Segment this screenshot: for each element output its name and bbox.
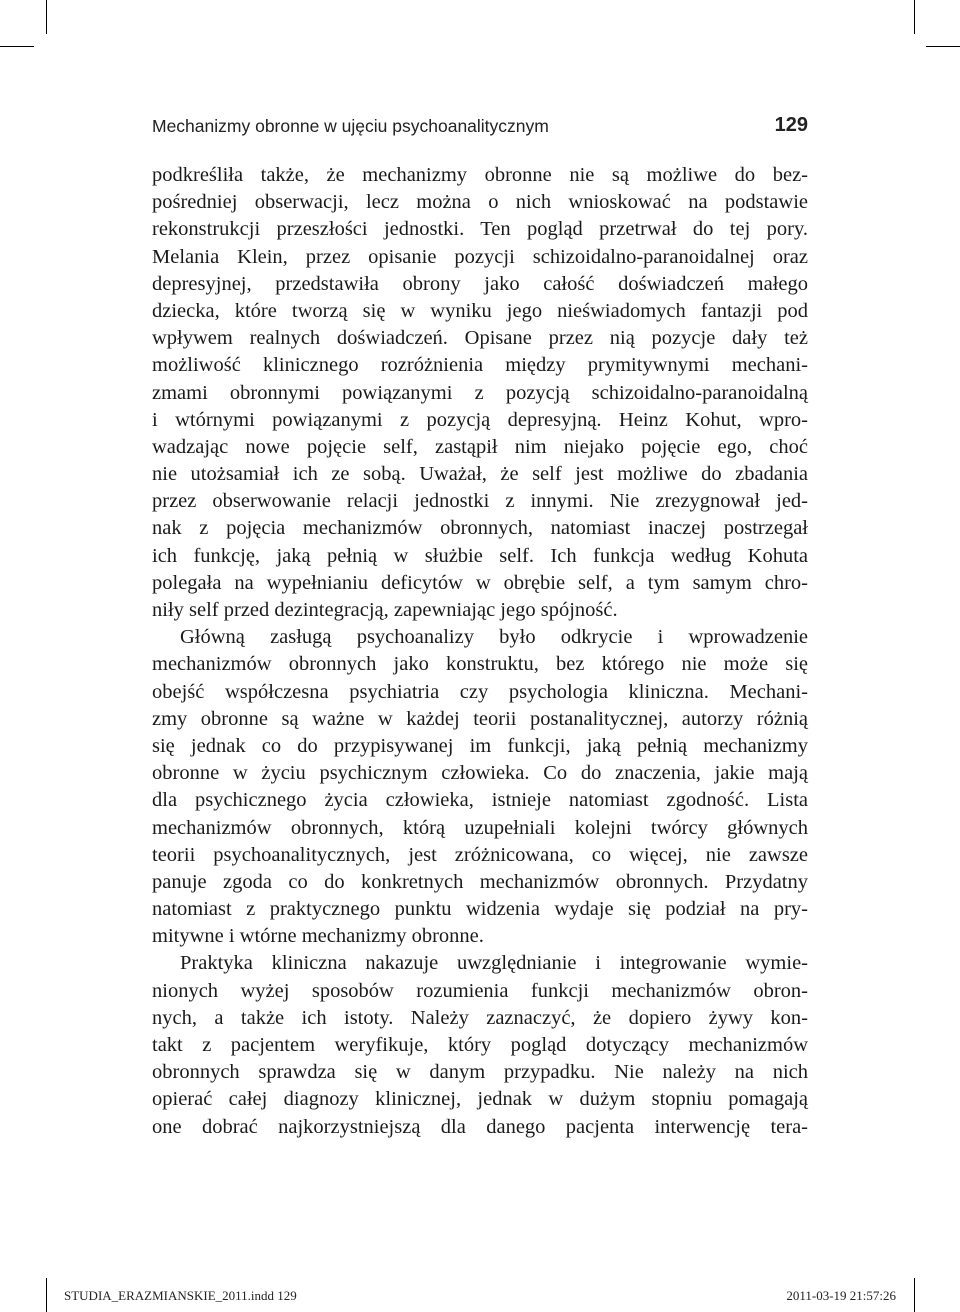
text-line-paragraph-start: Praktyka kliniczna nakazuje uwzględnianie i integrowanie wymie-	[180, 952, 808, 975]
text-line: zmy obronne są ważne w każdej teorii postanalitycznej, autorzy różnią	[152, 707, 808, 730]
text-line: depresyjnej, przedstawiła obrony jako całość doświadczeń małego	[152, 272, 808, 295]
text-line: dla psychicznego życia człowieka, istnieje natomiast zgodność. Lista	[152, 789, 808, 812]
text-line: takt z pacjentem weryfikuje, który pogląd dotyczący mechanizmów	[152, 1034, 808, 1056]
text-line: ich funkcję, jaką pełnią w służbie self. Ich funkcja według Kohuta	[152, 544, 808, 567]
text-line: możliwość klinicznego rozróżnienia między prymitywnymi mechani-	[152, 354, 808, 377]
text-line: obejść współczesna psychiatria czy psychologia kliniczna. Mechani-	[152, 680, 808, 703]
text-line: polegała na wypełnianiu deficytów w obrębie self, a tym samym chro-	[152, 571, 808, 594]
page-number: 129	[774, 114, 808, 136]
text-line-paragraph-start: Główną zasługą psychoanalizy było odkrycie i wprowadzenie	[180, 626, 808, 649]
text-line: nak z pojęcia mechanizmów obronnych, natomiast inaczej postrzegał	[152, 517, 808, 540]
text-line: nych, a także ich istoty. Należy zaznaczyć, że dopiero żywy kon-	[152, 1006, 808, 1029]
crop-mark-top-left	[46, 0, 47, 34]
text-line: natomiast z praktycznego punktu widzenia wydaje się podział na pry-	[152, 898, 808, 921]
text-line: Melania Klein, przez opisanie pozycji schizoidalno-paranoidalnej oraz	[152, 245, 808, 268]
text-line: niły self przed dezintegracją, zapewniając jego spójność.	[152, 599, 618, 621]
text-line: dziecka, które tworzą się w wyniku jego nieświadomych fantazji pod	[152, 299, 808, 322]
crop-mark-top-right	[914, 0, 915, 34]
text-line: nionych wyżej sposobów rozumienia funkcji mechanizmów obron-	[152, 979, 808, 1002]
text-line: rekonstrukcji przeszłości jednostki. Ten pogląd przetrwał do tej pory.	[152, 218, 808, 241]
text-line: opierać całej diagnozy klinicznej, jednak w dużym stopniu pomagają	[152, 1088, 808, 1111]
text-line: podkreśliła także, że mechanizmy obronne nie są możliwe do bez-	[152, 164, 808, 186]
crop-mark-top-right-horizontal	[926, 46, 960, 47]
text-line: zmami obronnymi powiązanymi z pozycją schizoidalno-paranoidalną	[152, 381, 808, 404]
text-line: one dobrać najkorzystniejszą dla danego pacjenta interwencję tera-	[152, 1115, 808, 1138]
text-line: się jednak co do przypisywanej im funkcji, jaką pełnią mechanizmy	[152, 734, 808, 757]
crop-mark-bottom-left	[46, 1278, 47, 1312]
slug-file-name: STUDIA_ERAZMIANSKIE_2011.indd 129	[64, 1288, 297, 1303]
text-line: panuje zgoda co do konkretnych mechanizmów obronnych. Przydatny	[152, 870, 808, 893]
crop-mark-bottom-right	[914, 1278, 915, 1312]
running-title: Mechanizmy obronne w ujęciu psychoanalitycznym	[152, 116, 549, 136]
text-line: mechanizmów obronnych, którą uzupełniali kolejni twórcy głównych	[152, 816, 808, 839]
text-line: mitywne i wtórne mechanizmy obronne.	[152, 925, 484, 948]
crop-mark-top-left-horizontal	[0, 46, 34, 47]
text-line: obronne w życiu psychicznym człowieka. Co do znaczenia, jakie mają	[152, 762, 808, 785]
text-line: i wtórnymi powiązanymi z pozycją depresyjną. Heinz Kohut, wpro-	[152, 408, 808, 431]
running-head	[152, 114, 808, 144]
body-text	[152, 162, 808, 1141]
text-line: pośredniej obserwacji, lecz można o nich wnioskować na podstawie	[152, 191, 808, 214]
text-line: wpływem realnych doświadczeń. Opisane przez nią pozycje dały też	[152, 327, 808, 350]
text-line: obronnych sprawdza się w danym przypadku. Nie należy na nich	[152, 1061, 808, 1084]
text-line: nie utożsamiał ich ze sobą. Uważał, że self jest możliwe do zbadania	[152, 463, 808, 486]
slug-timestamp: 2011-03-19 21:57:26	[786, 1288, 896, 1303]
text-line: przez obserwowanie relacji jednostki z innymi. Nie zrezygnował jed-	[152, 490, 808, 513]
text-line: teorii psychoanalitycznych, jest zróżnicowana, co więcej, nie zawsze	[152, 843, 808, 866]
text-line: mechanizmów obronnych jako konstruktu, bez którego nie może się	[152, 653, 808, 676]
text-line: wadzając nowe pojęcie self, zastąpił nim niejako pojęcie ego, choć	[152, 435, 808, 458]
